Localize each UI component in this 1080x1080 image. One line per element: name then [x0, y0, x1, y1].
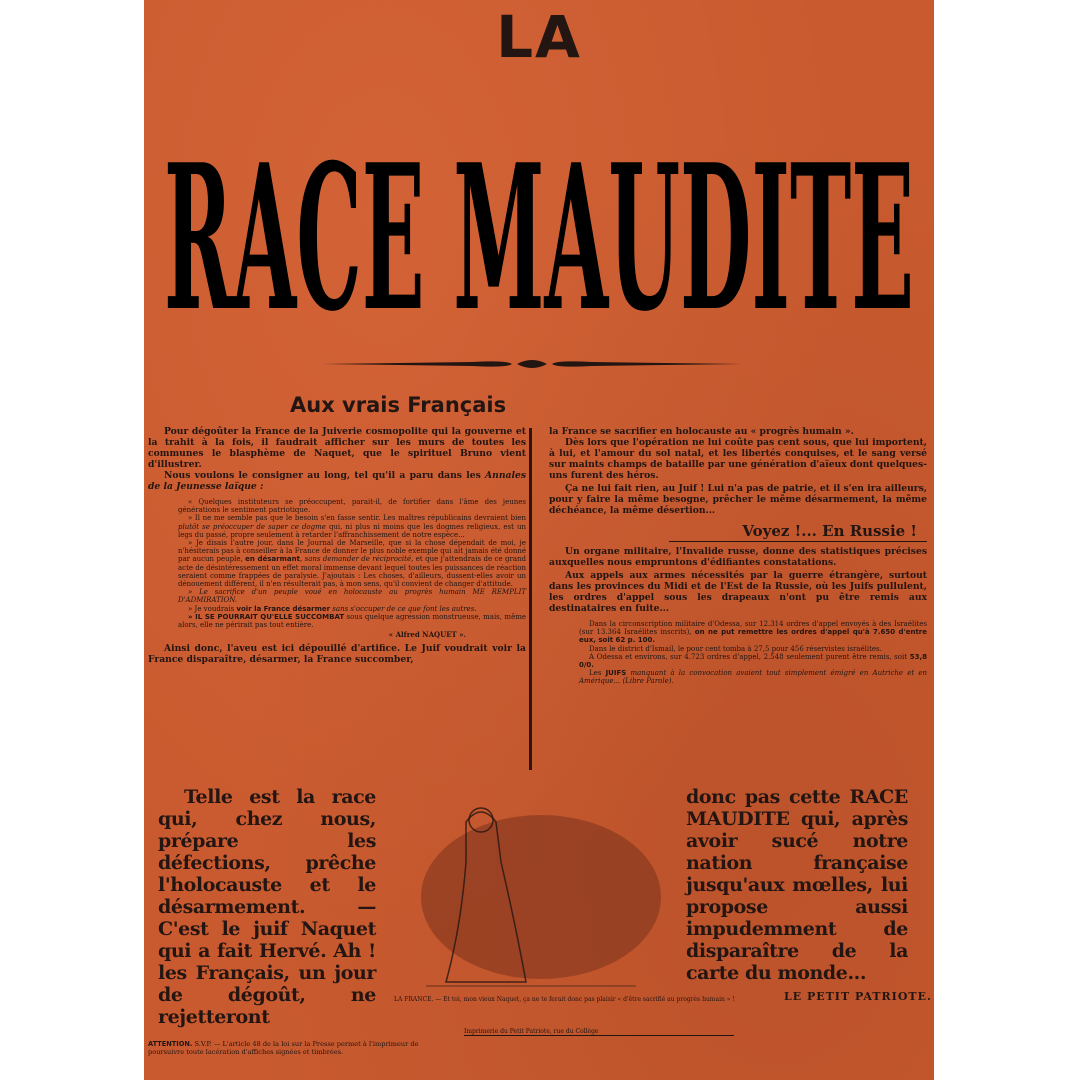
bottom-right-text: donc pas cette RACE MAUDITE qui, après avoir sucé notre nation française jusqu'aux mœlles, lui propose aussi impudemment de disparaître de la carte du monde...	[686, 786, 908, 984]
subtitle: Aux vrais Français	[290, 393, 507, 417]
conclusion-paragraph: Ainsi donc, l'aveu est ici dépouillé d'artifice. Le Juif voudrait voir la France disparaître, désarmer, la France succomber,	[148, 643, 526, 666]
statistic-paragraph: Les JUIFS manquant à la convocation avaient tout simplement émigré en Autriche et en Amérique... (Libre Parole).	[579, 669, 927, 686]
quote-paragraph: « Quelques instituteurs se préoccupent, parait-il, de fortifier dans l'âme des jeunes générations le sentiment patriotique.	[178, 498, 526, 515]
section-heading: Voyez !... En Russie !	[669, 522, 927, 542]
quote-signature: « Alfred NAQUET ».	[388, 630, 466, 640]
right-column	[549, 426, 927, 778]
intro-source: Annales de la Jeunesse laïque :	[148, 470, 526, 492]
illustration-caption: LA FRANCE. — Et toi, mon vieux Naquet, ça ne te ferait donc pas plaisir « d'être sacrifié au progrès humain » !	[394, 996, 735, 1003]
poster	[144, 0, 934, 1080]
engraving-placeholder-icon	[406, 782, 661, 994]
legal-notice: ATTENTION. S.V.P. — L'article 48 de la loi sur la Presse permet à l'imprimeur de poursuivre toute lacération d'affiches signées et timbrées.	[148, 1040, 419, 1056]
quote-paragraph: » Je voudrais voir la France désarmer sans s'occuper de ce que font les autres.	[188, 604, 477, 613]
body-paragraph: Ça ne lui fait rien, au Juif ! Lui n'a pas de patrie, et il s'en ira ailleurs, pour y faire la même besogne, prêcher le même désarmement, la même déchéance, la même désertion...	[549, 483, 927, 516]
statistics-block	[579, 620, 927, 686]
body-paragraph: Dès lors que l'opération ne lui coûte pas cent sous, que lui importent, à lui, et l'amour du sol natal, et les libertés conquises, et le sang versé sur maints champs de bataille par une génération d'aïeux dont quelques-uns furent des héros.	[549, 437, 927, 481]
quote-paragraph: » Le sacrifice d'un peuple voué en holocauste au progrès humain ME REMPLIT D'ADMIRATION.	[178, 588, 526, 605]
column-divider	[529, 428, 532, 770]
left-column	[148, 426, 526, 766]
poster-title-svg	[156, 78, 922, 356]
poster-kicker: LA	[496, 3, 582, 71]
quote-paragraph: » IL SE POURRAIT QU'ELLE SUCCOMBAT sous quelque agression monstrueuse, mais, même alors, elle ne périrait pas tout entière.	[178, 612, 526, 630]
ornament-rule-icon	[322, 352, 742, 376]
intro-paragraph: Pour dégoûter la France de la Juiverie cosmopolite qui la gouverne et la trahit à la fois, il faudrait afficher sur les murs de toutes les communes le blasphème de Naquet, que le spirituel Bruno vient d'illustrer.	[148, 426, 526, 470]
statistic-paragraph: A Odessa et environs, sur 4.723 ordres d'appel, 2.548 seulement purent être remis, soit 53,8 0/0.	[579, 652, 927, 670]
naquet-quote	[178, 498, 526, 639]
source-credit: LE PETIT PATRIOTE.	[784, 990, 932, 1003]
intro-paragraph: Nous voulons le consigner au long, tel qu'il a paru dans les Annales de la Jeunesse laïque :	[148, 470, 526, 492]
body-paragraph: Aux appels aux armes nécessités par la guerre étrangère, surtout dans les provinces du Midi et de l'Est de la Russie, où les Juifs pullulent, les ordres d'appel sous les drapeaux n'ont pu être remis aux destinataires en fuite...	[549, 570, 927, 614]
body-paragraph: Un organe militaire, l'Invalide russe, donne des statistiques précises auxquelles nous empruntons d'édifiantes constatations.	[549, 546, 927, 568]
quote-paragraph: » Je disais l'autre jour, dans le Journal de Marseille, que si la chose dépendait de moi, je n'hésiterais pas à conseiller à la France de donner le plus noble exemple qui ait jamais été donné par aucun peuple, en désarmant, sans demander de réciprocité, et que j'attendrais de ce grand acte de désintéressement un effet moral immense devant lequel toutes les puissances de réaction seraient comme frappées de paralysie. J'ajoutais : Les choses, d'ailleurs, dussent-elles avoir un dénouement différent, il n'en résulterait pas, à mon sens, qu'il convient de changer d'attitude.	[178, 539, 527, 589]
statistic-paragraph: Dans le district d'Ismail, le pour cent tomba à 27,5 pour 456 réservistes israélites.	[589, 644, 882, 653]
continuation-paragraph: la France se sacrifier en holocauste au « progrès humain ».	[549, 426, 854, 437]
bottom-left-text: Telle est la race qui, chez nous, prépare les défections, prêche l'holocauste et le désarmement. — C'est le juif Naquet qui a fait Hervé. Ah ! les Français, un jour de dégoût, ne rejetteront	[158, 786, 376, 1028]
quote-paragraph: » Il ne me semble pas que le besoin s'en fasse sentir. Les maîtres républicains devraient bien plutôt se préoccuper de saper ce dogme qui, ni plus ni moins que les dogmes religieux, est un legs du passé, propre seulement à retarder l'affranchissement de notre espèce...	[178, 514, 526, 539]
poster-title-wrap	[156, 78, 922, 356]
poster-title: RACE MAUDITE	[164, 121, 914, 356]
statistic-paragraph: Dans la circonscription militaire d'Odessa, sur 12.314 ordres d'appel envoyés à des Israélites (sur 13.364 Israélites inscrits), on ne put remettre les ordres d'appel qu'à 7.650 d'entre eux, soit 62 p. 100.	[579, 620, 927, 645]
printer-imprint: Imprimerie du Petit Patriote, rue du Collège	[464, 1028, 734, 1036]
